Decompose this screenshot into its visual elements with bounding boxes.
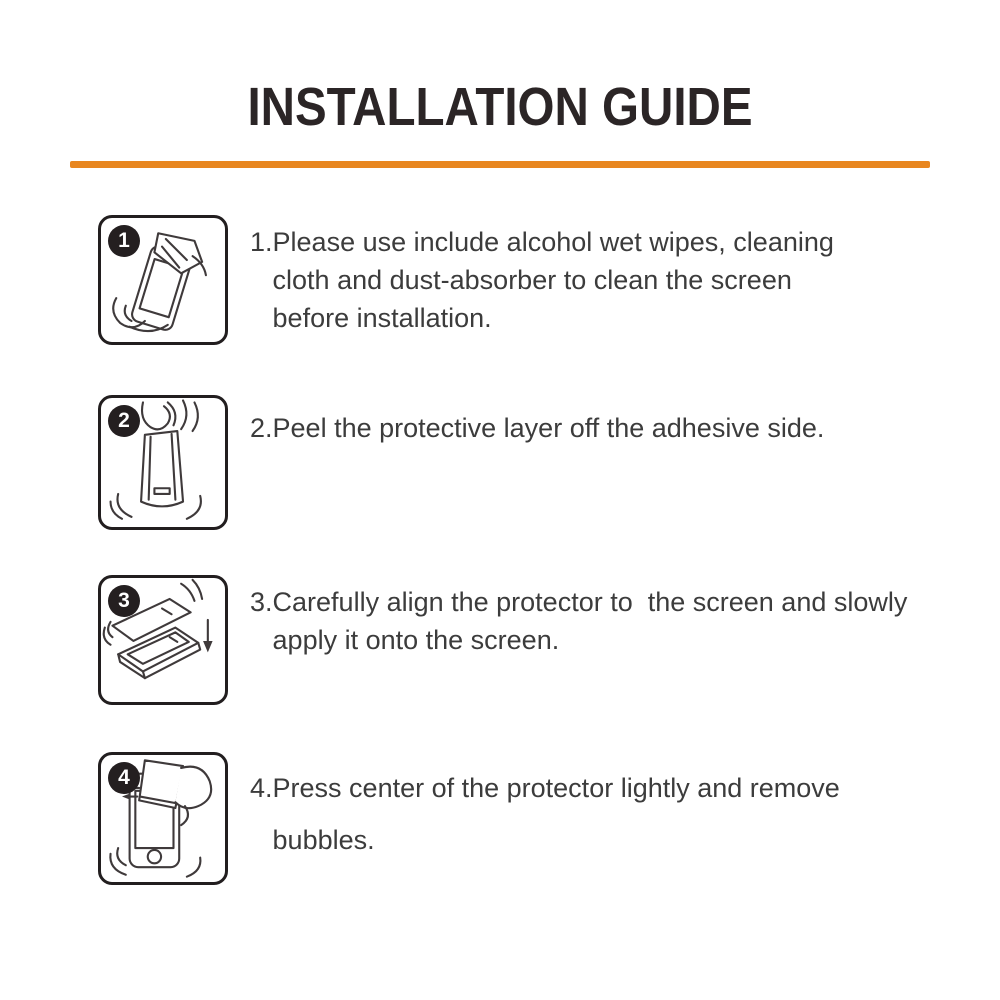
step-4-text bbox=[250, 762, 840, 866]
step-2-text bbox=[250, 409, 824, 447]
step-2-number-badge bbox=[108, 405, 140, 437]
orange-divider-line bbox=[70, 161, 930, 168]
step-row-3 bbox=[98, 575, 907, 705]
step-1-line: Please use include alcohol wet wipes, cleaning bbox=[272, 227, 834, 257]
step-4-prefix: 4. bbox=[250, 773, 273, 803]
page-title: INSTALLATION GUIDE bbox=[247, 77, 753, 137]
step-3-number-badge bbox=[108, 585, 140, 617]
step-4-figure bbox=[98, 752, 228, 885]
step-1-prefix: 1. bbox=[250, 227, 273, 257]
step-number: 3 bbox=[118, 589, 130, 612]
step-1-text bbox=[250, 223, 834, 337]
step-1-line: cloth and dust-absorber to clean the screen bbox=[272, 265, 792, 295]
step-row-1 bbox=[98, 215, 834, 345]
step-number: 1 bbox=[118, 229, 130, 252]
step-3-line: apply it onto the screen. bbox=[272, 625, 560, 655]
step-1-figure bbox=[98, 215, 228, 345]
step-3-figure bbox=[98, 575, 228, 705]
step-4-line: Press center of the protector lightly and remove bbox=[272, 773, 840, 803]
step-row-4 bbox=[98, 752, 840, 885]
step-1-line: before installation. bbox=[272, 303, 492, 333]
step-number: 4 bbox=[118, 766, 130, 789]
step-row-2 bbox=[98, 395, 824, 530]
step-4-line: bubbles. bbox=[272, 825, 375, 855]
step-2-prefix: 2. bbox=[250, 413, 273, 443]
step-3-prefix: 3. bbox=[250, 587, 273, 617]
step-3-line: Carefully align the protector to the screen and slowly bbox=[272, 587, 908, 617]
step-number: 2 bbox=[118, 409, 130, 432]
step-4-number-badge bbox=[108, 762, 140, 794]
step-2-line: Peel the protective layer off the adhesive side. bbox=[272, 413, 825, 443]
step-2-figure bbox=[98, 395, 228, 530]
step-3-text bbox=[250, 583, 907, 659]
step-1-number-badge bbox=[108, 225, 140, 257]
